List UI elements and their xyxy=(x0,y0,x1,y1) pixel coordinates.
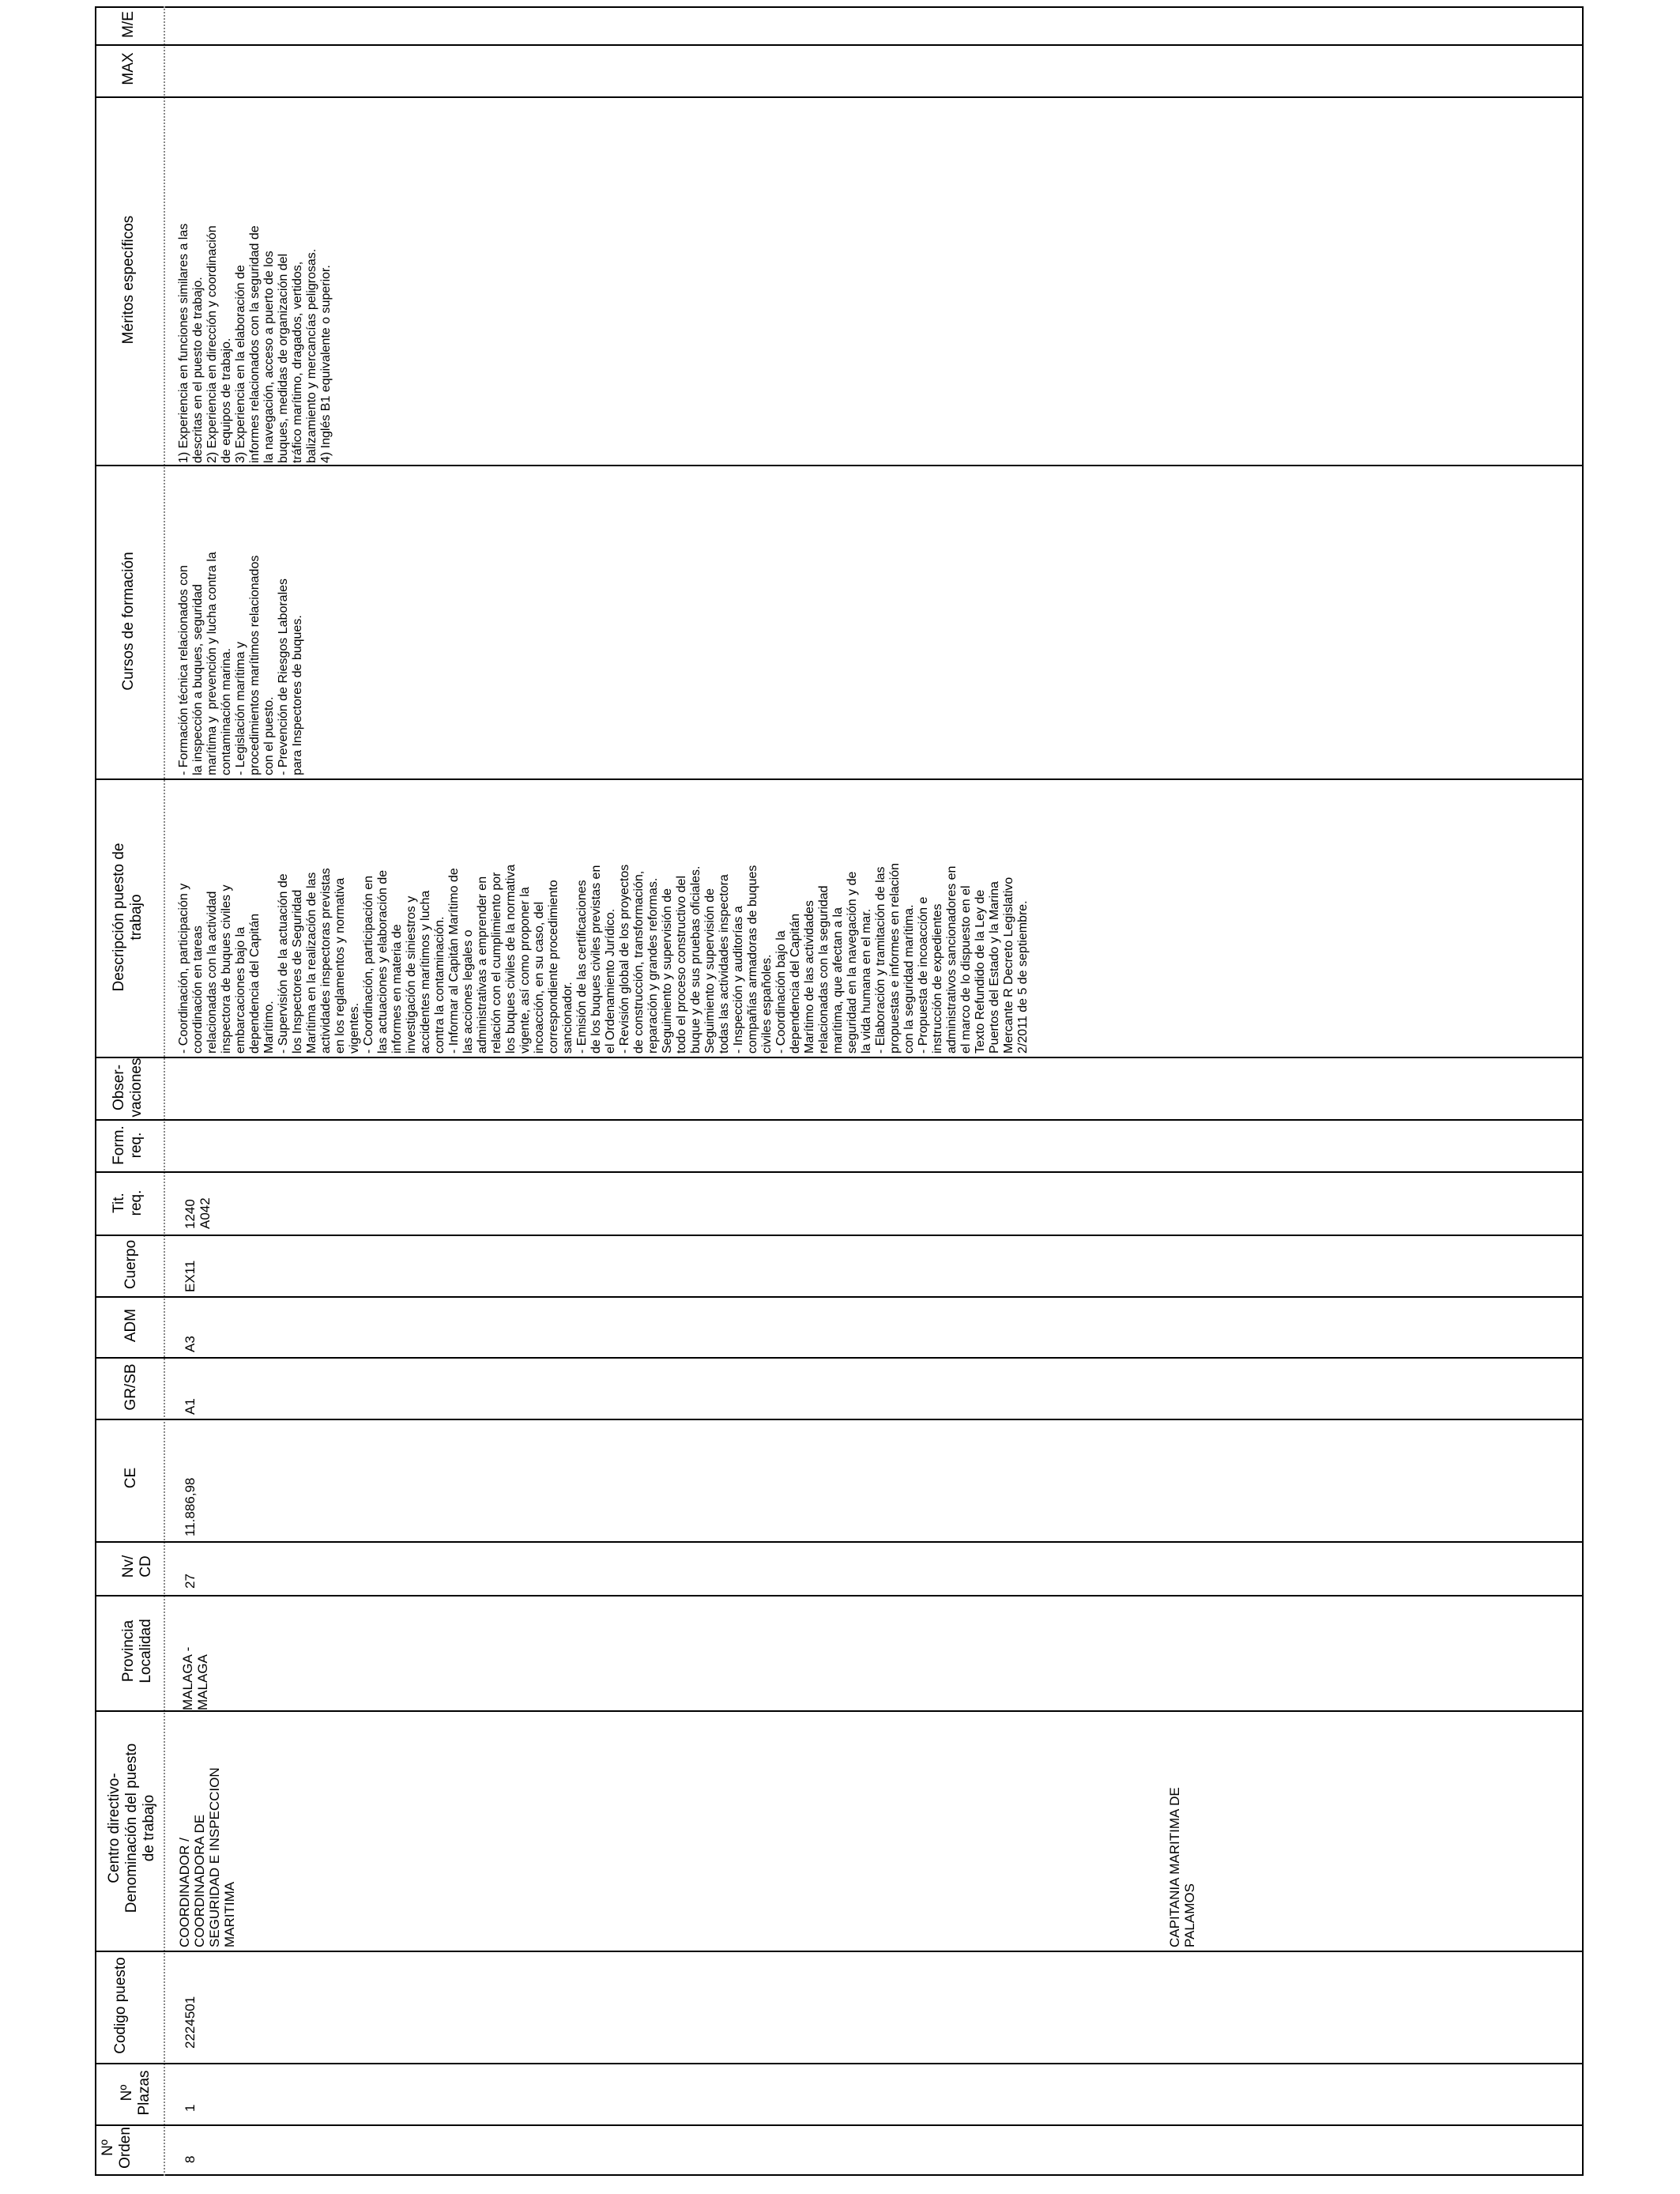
header-meritos: Méritos específicos xyxy=(120,215,137,345)
header-gr-sb: GR/SB xyxy=(122,1363,139,1411)
header-cuerpo: Cuerpo xyxy=(122,1239,139,1290)
header-max: MAX xyxy=(120,52,137,85)
col-divider xyxy=(95,44,1584,46)
cell-unidad: CAPITANIA MARITIMA DE PALAMOS xyxy=(1167,1787,1197,1947)
header-divider xyxy=(164,6,165,2176)
cell-descripcion: - Coordinación, participación y coordinación en tareas relacionadas con la actividad inspectora de buques civiles y embarcaciones bajo la dependencia del Capitán Marítimo. - Supervisión de la actuación de los Inspectores de Seguridad Marítima en la realización de las actividades inspectoras previstas en los reglamentos y normativa vigentes. - Coordinación, participación en las actuaciones y elaboración de informes en materia de investigación de siniestros y accidentes marítimos y lucha contra la contaminación. - Informar al Capitán Marítimo de las acciones legales o administrativas a emprender en relación con el cumplimiento por los buques civiles de la normativa vigente, así como proponer la incoacción, en su caso, del correspondiente procedimiento sancionador. - Emisión de las certificaciones de los buques civiles previstas en el Ordenamiento Jurídico. - Revisión global de los proyectos de construcción, transformación, reparación y grandes reformas. Seguimiento y supervisión de todo el proceso constructivo del buque y de sus pruebas oficiales. Seguimiento y supervisión de todas las actividades inspectora - Inspección y auditorías a compañías armadoras de buques civiles españoles. - Coordinación bajo la dependencia del Capitán Marítimo de las actividades relacionadas con la seguridad marítima, que afectan a la seguridad en la navegación y de la vida humana en el mar. - Elaboración y tramitación de las propuestas e informes en relación con la seguridad marítima. - Propuesta de incoacción e instrucción de expedientes administrativos sancionadores en el marco de lo dispuesto en el Texto Refundido de la Ley de Puertos del Estado y la Marina Mercante R Decreto Legislativo 2/2011 de 5 de septiembre. xyxy=(177,862,1030,1054)
cell-ce: 11.886,98 xyxy=(183,1477,198,1536)
cell-cursos: - Formación técnica relacionados con la inspección a buques, seguridad marítima y prevención y lucha contra la contaminación marina. - Legislación marítima y procedimientos marítimos relacionados con el puesto. - Prevención de Riesgos Laborales para Inspectores de buques. xyxy=(177,552,304,775)
cell-adm: A3 xyxy=(183,1336,198,1352)
cell-codigo-puesto: 2224501 xyxy=(183,1996,198,2049)
col-divider xyxy=(95,1419,1584,1420)
col-divider xyxy=(95,1541,1584,1543)
col-divider xyxy=(95,465,1584,466)
header-centro-directivo: Centro directivo- Denominación del puesto de trabajo xyxy=(106,1743,157,1913)
cell-n-plazas: 1 xyxy=(183,2104,198,2112)
header-adm: ADM xyxy=(122,1308,139,1343)
header-nv-cd: Nv/ CD xyxy=(120,1555,154,1578)
col-divider xyxy=(95,1296,1584,1298)
header-form-req: Form. req. xyxy=(111,1125,145,1165)
col-divider xyxy=(95,778,1584,780)
header-observaciones: Obser- vaciones xyxy=(111,1057,145,1118)
col-divider xyxy=(95,1119,1584,1121)
cell-provincia-localidad: MALAGA - MALAGA xyxy=(180,1646,210,1710)
header-cursos: Cursos de formación xyxy=(120,552,137,691)
header-n-orden: Nº Orden xyxy=(100,2127,134,2169)
header-tit-req: Tit. req. xyxy=(111,1189,145,1216)
header-provincia-localidad: Provincia Localidad xyxy=(120,1619,154,1683)
col-divider xyxy=(95,1235,1584,1236)
header-codigo-puesto: Codigo puesto xyxy=(112,1957,129,2054)
cell-gr-sb: A1 xyxy=(183,1398,198,1415)
header-descripcion: Descripción puesto de trabajo xyxy=(111,843,145,992)
cell-centro-directivo: COORDINADOR / COORDINADORA DE SEGURIDAD E INSPECCION MARITIMA xyxy=(177,1767,237,1947)
col-divider xyxy=(95,1595,1584,1596)
header-n-plazas: Nº Plazas xyxy=(119,2070,153,2116)
col-divider xyxy=(95,2124,1584,2126)
col-divider xyxy=(95,1171,1584,1173)
cell-nv-cd: 27 xyxy=(183,1574,198,1589)
cell-meritos: 1) Experiencia en funciones similares a las descritas en el puesto de trabajo. 2) Experiencia en dirección y coordinación de equipos de trabajo. 3) Experiencia en la elaboración de informes relacionados con la seguridad de la navegación, acceso a puerto de los buques, medidas de organización del tráfico marítimo, dragados, vertidos, balizamiento y mercancías peligrosas. 4) Inglés B1 equivalente o superior. xyxy=(177,223,333,463)
cell-n-orden: 8 xyxy=(183,2155,198,2163)
cell-cuerpo: EX11 xyxy=(183,1260,198,1292)
col-divider xyxy=(95,1710,1584,1712)
col-divider xyxy=(95,1057,1584,1058)
header-me: M/E xyxy=(120,11,137,38)
col-divider xyxy=(95,2063,1584,2064)
col-divider xyxy=(95,96,1584,98)
col-divider xyxy=(95,1951,1584,1952)
cell-tit-req: 1240 A042 xyxy=(183,1197,213,1229)
header-ce: CE xyxy=(122,1467,139,1489)
col-divider xyxy=(95,1357,1584,1359)
